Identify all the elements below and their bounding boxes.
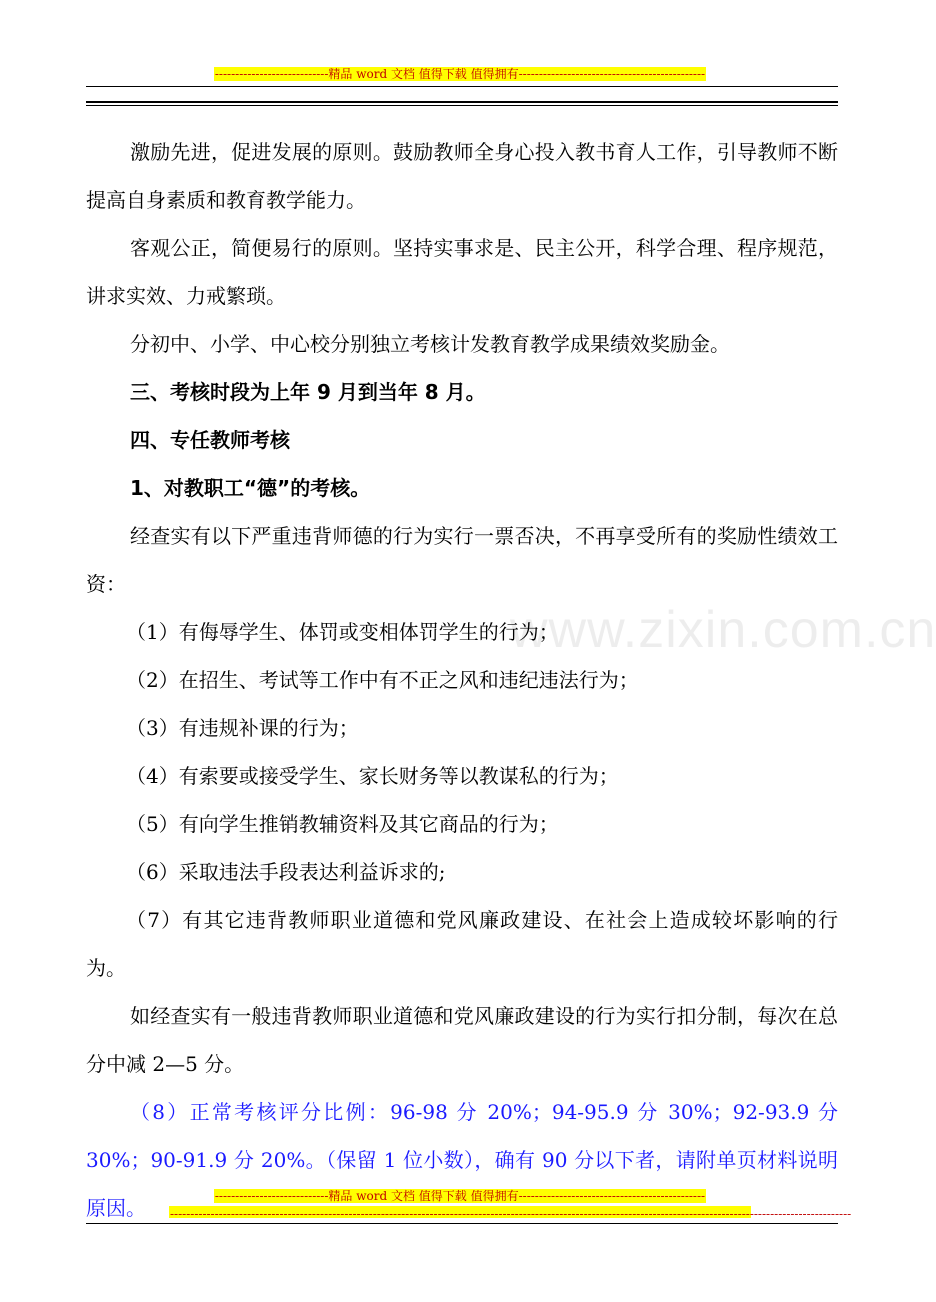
paragraph-score-ratio: （8）正常考核评分比例：96-98 分 20%；94-95.9 分 30%；92-93.9 分 30%；90-91.9 分 20%。（保留 1 位小数），确有 90 分以下者，请附单页材料说明原因。 <box>86 1100 838 1220</box>
list-item: （1）有侮辱学生、体罚或变相体罚学生的行为； <box>126 620 559 644</box>
list-item: （7）有其它违背教师职业道德和党风廉政建设、在社会上造成较坏影响的行为。 <box>86 908 838 980</box>
section-heading-4: 四、专任教师考核 <box>130 428 290 452</box>
header-rule-thick <box>86 101 838 103</box>
section-heading-3: 三、考核时段为上年 9 月到当年 8 月。 <box>130 380 486 404</box>
footer-banner-dashes-text: ------------------------------------------------------------------------------------------------------------------------------------------------------------------------ <box>170 1207 852 1221</box>
list-item: （2）在招生、考试等工作中有不正之风和违纪违法行为； <box>126 668 639 692</box>
paragraph-veto-intro: 经查实有以下严重违背师德的行为实行一票否决，不再享受所有的奖励性绩效工资： <box>86 524 838 596</box>
footer-banner <box>0 1188 920 1204</box>
watermark: www.zixin.com.cn <box>510 601 936 659</box>
footer-banner-text: ----------------------------精品 word 文档 值得下载 值得拥有---------------------------------------------- <box>214 1189 706 1203</box>
subsection-heading-1: 1、对教职工“德”的考核。 <box>130 476 371 500</box>
paragraph-general-deduction: 如经查实有一般违背教师职业道德和党风廉政建设的行为实行扣分制，每次在总分中减 2—5 分。 <box>86 1004 838 1076</box>
list-item: （5）有向学生推销教辅资料及其它商品的行为； <box>126 812 559 836</box>
list-item: （6）采取违法手段表达利益诉求的; <box>126 860 446 884</box>
header-banner <box>0 66 920 82</box>
paragraph-principle-1: 激励先进，促进发展的原则。鼓励教师全身心投入教书育人工作，引导教师不断提高自身素质和教育教学能力。 <box>86 140 838 212</box>
list-item: （4）有索要或接受学生、家长财务等以教谋私的行为； <box>126 764 619 788</box>
paragraph-principle-2: 客观公正，简便易行的原则。坚持实事求是、民主公开，科学合理、程序规范，讲求实效、力戒繁琐。 <box>86 236 838 308</box>
header-rule-thin-lower <box>86 105 838 106</box>
header-banner-text: ----------------------------精品 word 文档 值得下载 值得拥有---------------------------------------------- <box>214 67 706 81</box>
header-rule-thin <box>86 86 838 87</box>
paragraph-principle-3: 分初中、小学、中心校分别独立考核计发教育教学成果绩效奖励金。 <box>130 332 730 356</box>
footer-rule <box>86 1223 838 1224</box>
list-item: （3）有违规补课的行为； <box>126 716 359 740</box>
document-body <box>86 128 852 1232</box>
footer-banner-dashes <box>0 1206 920 1222</box>
